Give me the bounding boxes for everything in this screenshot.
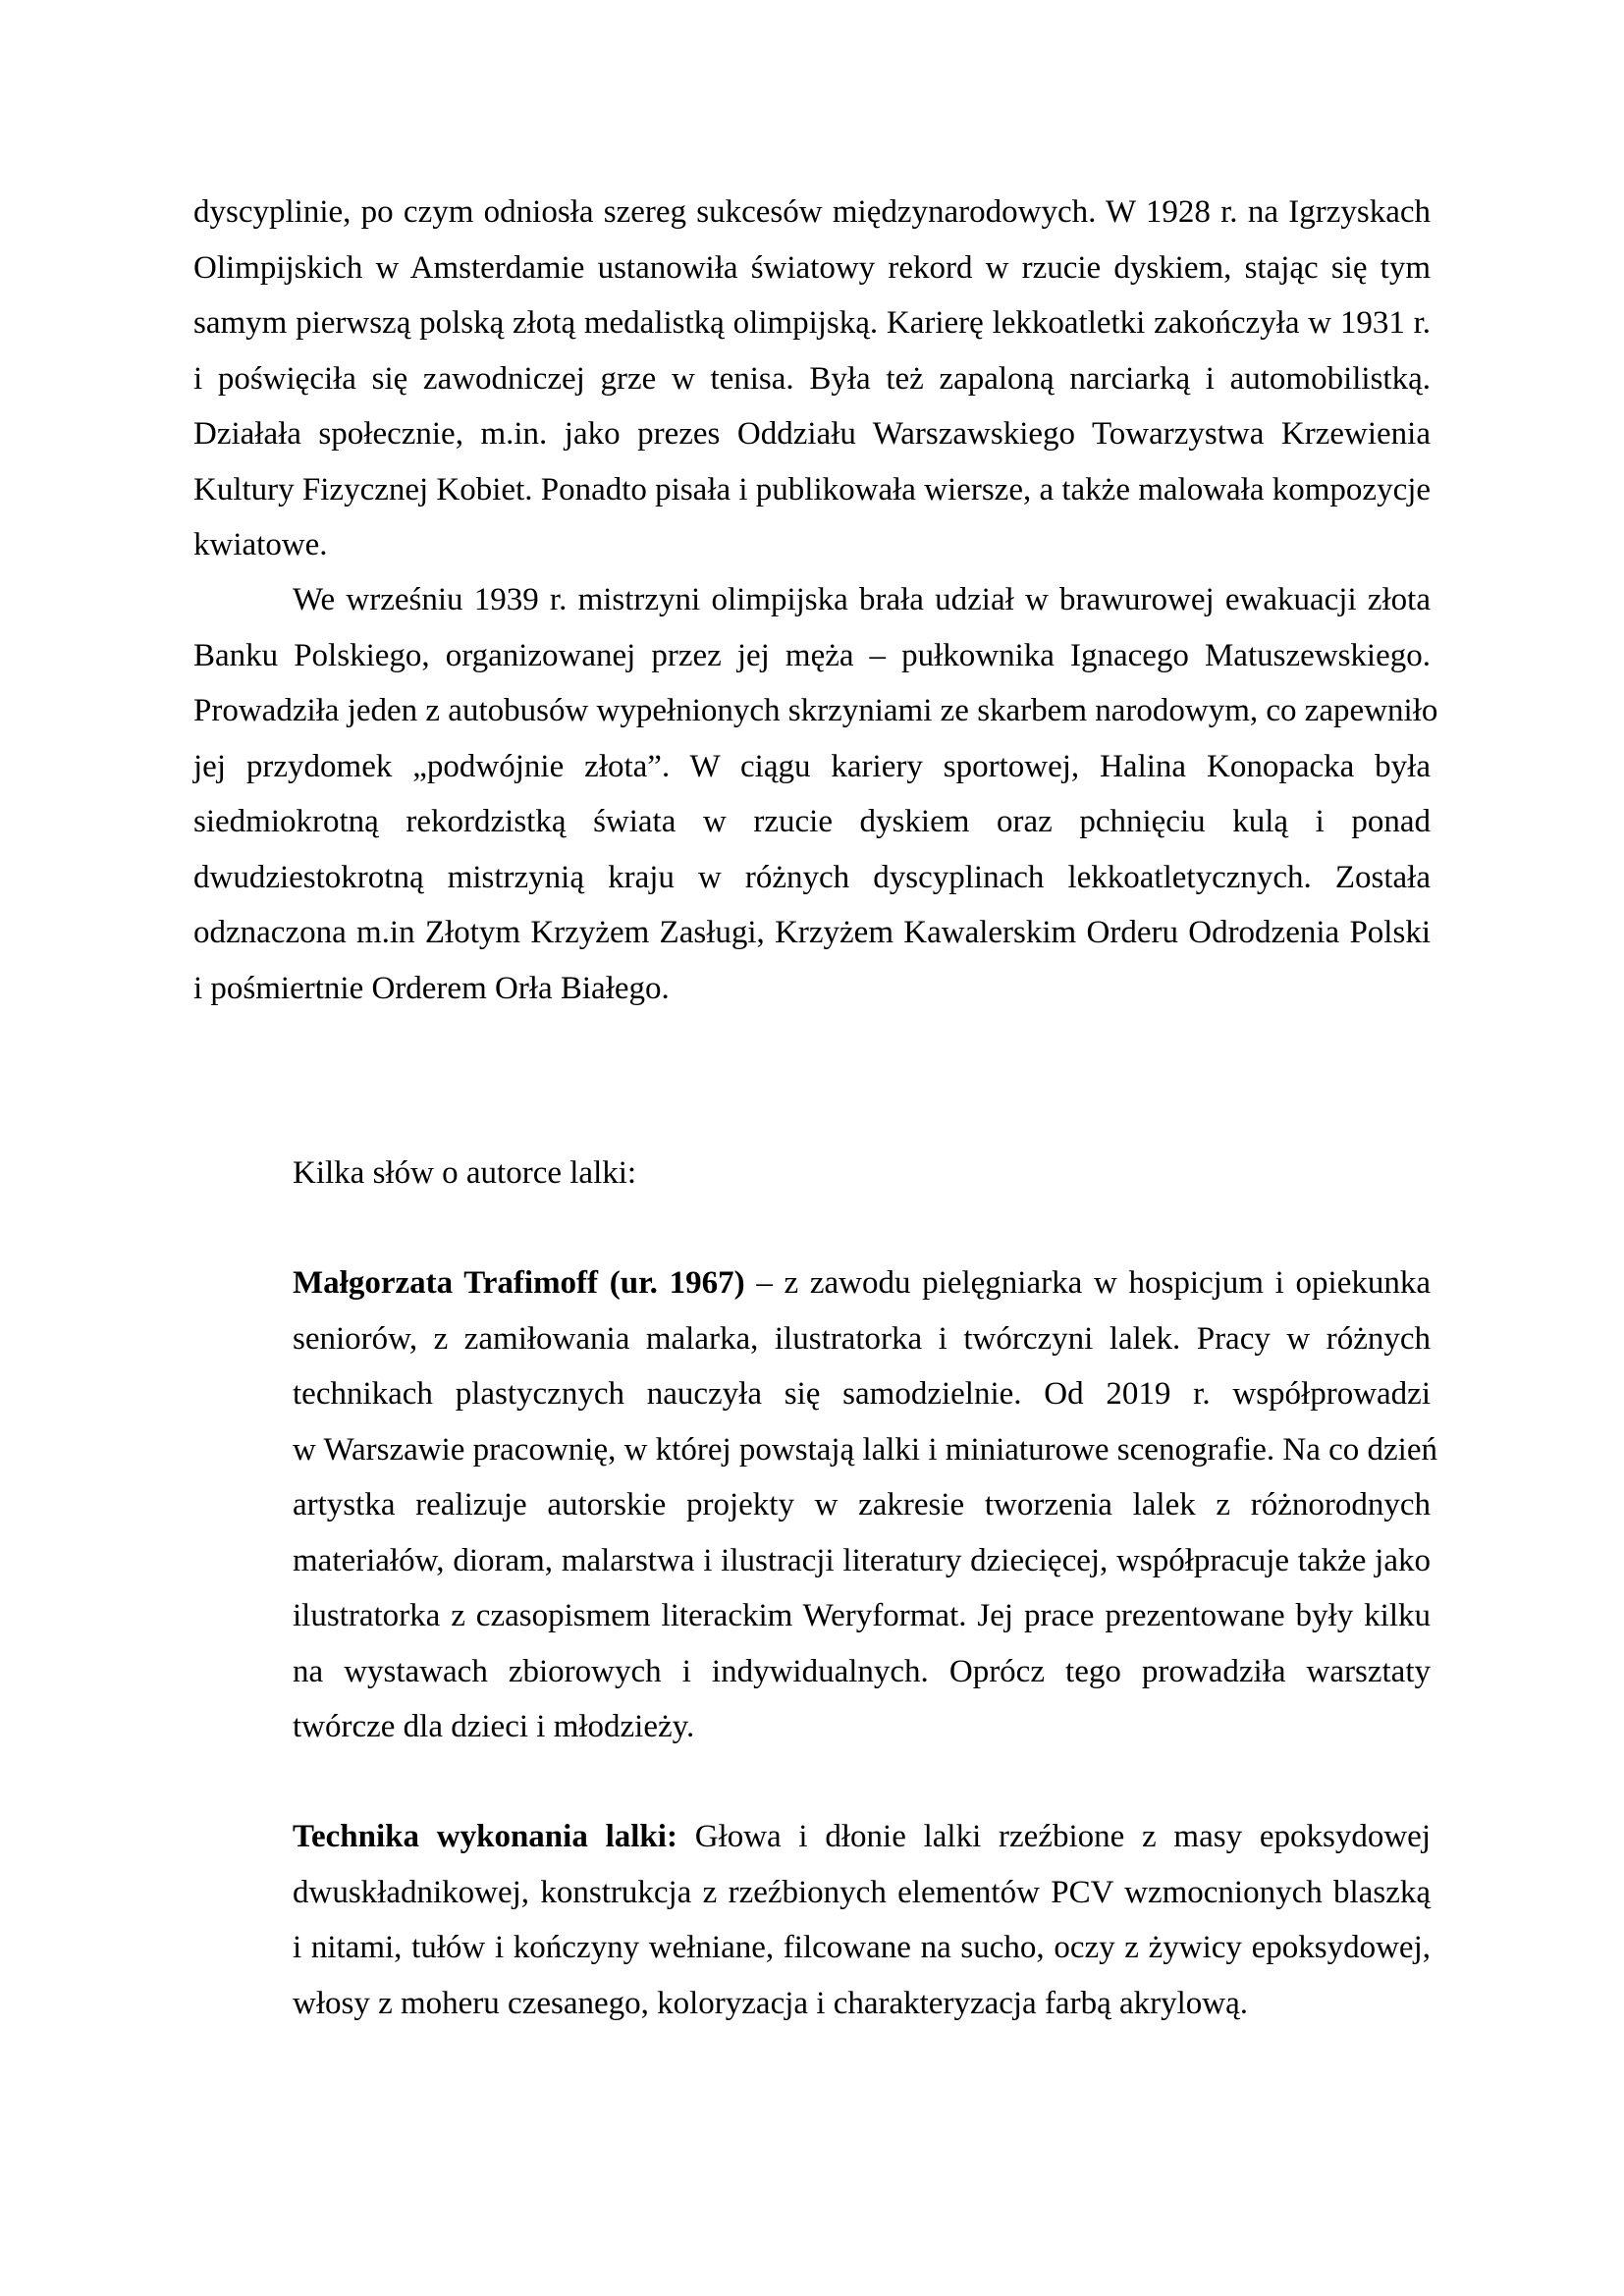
author-section-heading xyxy=(293,1146,1431,1201)
text-line: Działała społecznie, m.in. jako prezes Oddziału Warszawskiego Towarzystwa Krzewienia xyxy=(193,416,1431,452)
paragraph-intro-continuation xyxy=(193,185,1431,573)
text-line: twórcze dla dzieci i młodzieży. xyxy=(293,1709,695,1744)
text-line: materiałów, dioram, malarstwa i ilustracji literatury dziecięcej, współpracuje także jako xyxy=(293,1542,1431,1578)
text-line: na wystawach zbiorowych i indywidualnych. Oprócz tego prowadziła warsztaty xyxy=(293,1653,1431,1689)
text-line xyxy=(293,1255,1431,1311)
text-line: samym pierwszą polską złotą medalistką olimpijską. Karierę lekkoatletki zakończyła w 1931 r. xyxy=(193,305,1431,341)
text-line: włosy z moheru czesanego, koloryzacja i charakteryzacja farbą akrylową. xyxy=(293,1985,1249,2021)
text-line: i poświęciła się zawodniczej grze w tenisa. Była też zapaloną narciarką i automobilistką. xyxy=(193,360,1431,397)
text-line: dwudziestokrotną mistrzynią kraju w różnych dyscyplinach lekkoatletycznych. Została xyxy=(193,859,1431,895)
text-line: w Warszawie pracownię, w której powstają lalki i miniaturowe scenografie. Na co dzień xyxy=(293,1431,1437,1468)
text-line: artystka realizuje autorskie projekty w zakresie tworzenia lalek z różnorodnych xyxy=(293,1487,1431,1522)
author-bio-paragraph xyxy=(293,1255,1437,1755)
text-line: Kultury Fizycznej Kobiet. Ponadto pisała i publikowała wiersze, a także malowała kompozycje xyxy=(193,471,1432,507)
text-line: We wrześniu 1939 r. mistrzyni olimpijska brała udział w brawurowej ewakuacji złota xyxy=(293,582,1431,617)
text-line: Banku Polskiego, organizowanej przez jej męża – pułkownika Ignacego Matuszewskiego. xyxy=(193,637,1431,673)
text-line: dwuskładnikowej, konstrukcja z rzeźbionych elementów PCV wzmocnionych blaszką xyxy=(293,1874,1431,1910)
text-line: odznaczona m.in Złotym Krzyżem Zasługi, Krzyżem Kawalerskim Orderu Odrodzenia Polski xyxy=(193,915,1431,950)
text-line xyxy=(293,1809,1431,1865)
bio-text: – z zawodu pielęgniarka w hospicjum i opiekunka xyxy=(744,1265,1431,1301)
text-line: jej przydomek „podwójnie złota”. W ciągu kariery sportowej, Halina Konopacka była xyxy=(193,748,1431,784)
technique-label: Technika wykonania lalki: xyxy=(293,1819,677,1854)
technique-paragraph xyxy=(293,1809,1431,2031)
text-line: Prowadziła jeden z autobusów wypełnionych skrzyniami ze skarbem narodowym, co zapewniło xyxy=(193,693,1438,728)
text-line: siedmiokrotną rekordzistką świata w rzucie dyskiem oraz pchnięciu kulą i ponad xyxy=(193,804,1431,839)
author-name: Małgorzata Trafimoff (ur. 1967) xyxy=(293,1265,745,1301)
text-line: i nitami, tułów i kończyny wełniane, filcowane na sucho, oczy z żywicy epoksydowej, xyxy=(293,1930,1431,1965)
section-heading-text: Kilka słów o autorce lalki: xyxy=(293,1155,637,1191)
technique-text: Głowa i dłonie lalki rzeźbione z masy epoksydowej xyxy=(677,1819,1431,1854)
text-line: seniorów, z zamiłowania malarka, ilustratorka i twórczyni lalek. Pracy w różnych xyxy=(293,1320,1431,1357)
text-line: technikach plastycznych nauczyła się samodzielnie. Od 2019 r. współprowadzi xyxy=(293,1376,1431,1412)
text-line: kwiatowe. xyxy=(193,527,328,562)
text-line: dyscyplinie, po czym odniosła szereg sukcesów międzynarodowych. W 1928 r. na Igrzyskach xyxy=(193,194,1431,230)
text-line: ilustratorka z czasopismem literackim Weryformat. Jej prace prezentowane były kilku xyxy=(293,1598,1431,1633)
text-line: i pośmiertnie Orderem Orła Białego. xyxy=(193,970,670,1006)
paragraph-evacuation xyxy=(193,572,1438,1016)
text-line: Olimpijskich w Amsterdamie ustanowiła światowy rekord w rzucie dyskiem, stając się tym xyxy=(193,249,1431,286)
